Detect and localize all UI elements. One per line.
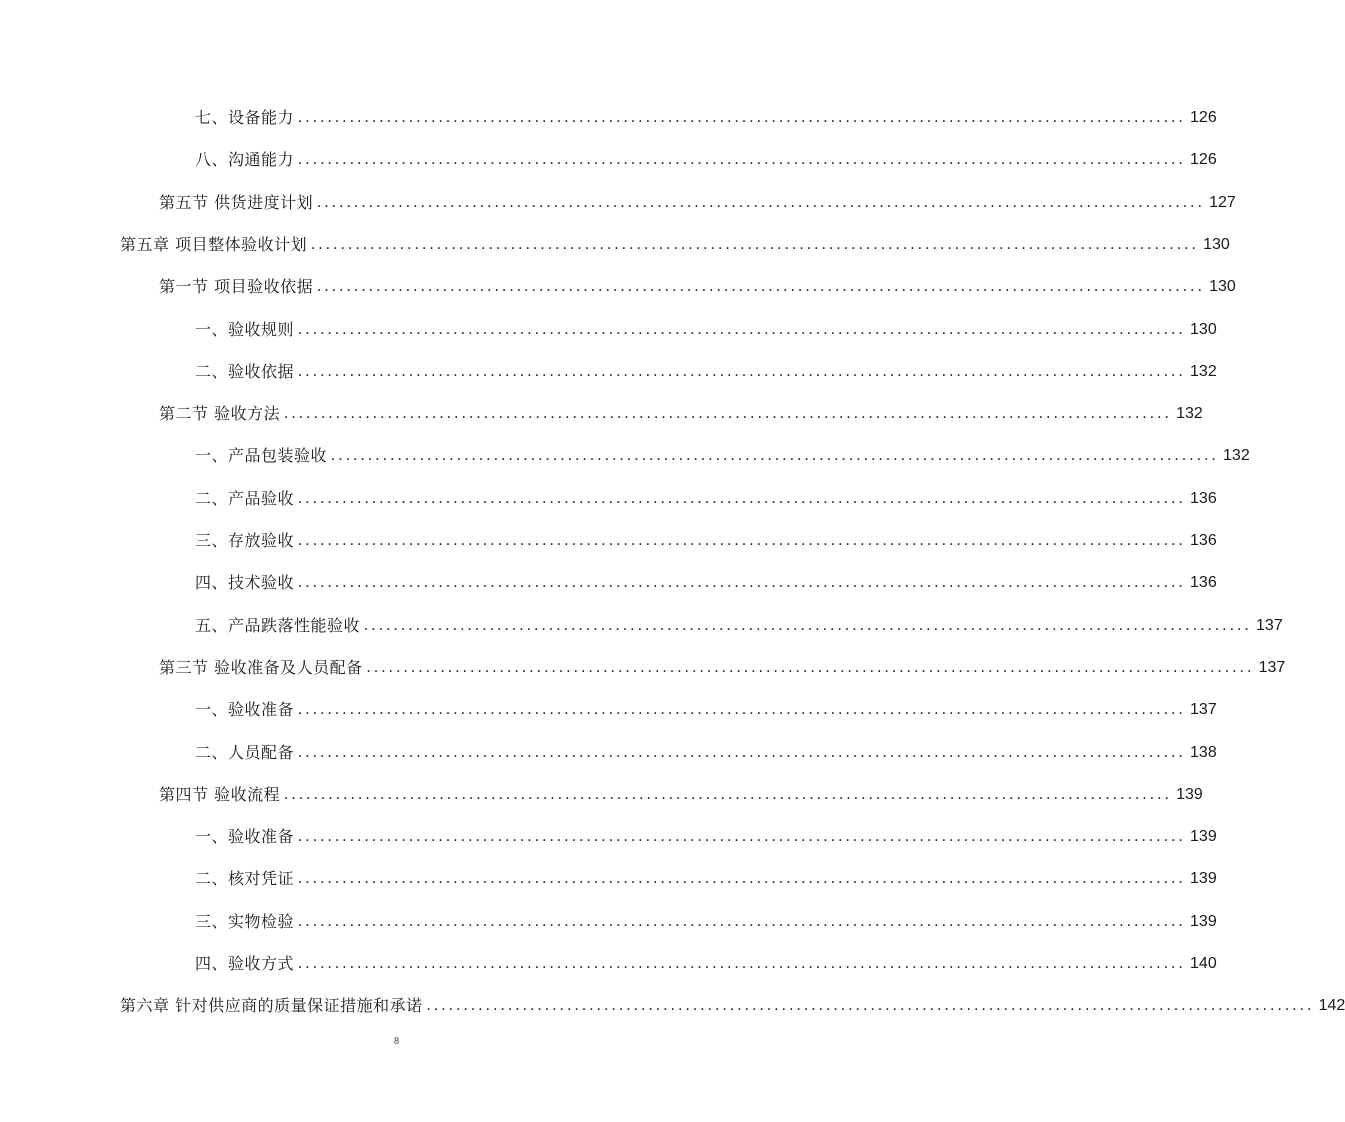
toc-entry[interactable]	[159, 647, 1286, 689]
toc-entry-page: 136	[1190, 489, 1217, 507]
toc-entry-title: 第六章 针对供应商的质量保证措施和承诺	[120, 996, 423, 1016]
toc-entry-title: 一、验收准备	[195, 827, 295, 847]
toc-entry-title: 一、产品包装验收	[195, 446, 328, 466]
toc-entry-page: 138	[1190, 743, 1217, 761]
toc-leader-dots: ........................................................................................................................	[298, 489, 1187, 507]
toc-entry-title: 一、验收准备	[195, 700, 295, 720]
toc-entry-page: 140	[1190, 955, 1217, 972]
toc-leader-dots: ........................................................................................................................	[298, 574, 1187, 592]
toc-leader-dots: ........................................................................................................................	[317, 193, 1206, 211]
toc-entry[interactable]	[195, 435, 1250, 477]
toc-entry[interactable]	[195, 943, 1217, 985]
toc-entry[interactable]	[195, 309, 1217, 351]
toc-entry[interactable]	[195, 901, 1217, 943]
toc-entry-title: 四、验收方式	[195, 954, 295, 973]
toc-entry[interactable]	[159, 266, 1236, 308]
toc-leader-dots: ........................................................................................................................	[298, 912, 1187, 930]
toc-entry-title: 二、验收依据	[195, 361, 295, 381]
toc-entry[interactable]	[195, 351, 1217, 393]
toc-leader-dots: ........................................................................................................................	[298, 320, 1187, 338]
toc-entry-page: 126	[1190, 109, 1217, 126]
toc-entry-title: 第一节 项目验收依据	[159, 277, 314, 297]
toc-entry[interactable]	[195, 139, 1217, 181]
toc-leader-dots: ........................................................................................................................	[298, 870, 1187, 888]
toc-entry-page: 139	[1190, 828, 1217, 846]
toc-leader-dots: ........................................................................................................................	[284, 785, 1173, 803]
toc-entry[interactable]	[195, 732, 1217, 774]
toc-entry-title: 第五章 项目整体验收计划	[120, 234, 308, 254]
toc-entry[interactable]	[120, 224, 1230, 266]
toc-entry-page: 142	[1318, 997, 1345, 1015]
toc-leader-dots: ........................................................................................................................	[331, 447, 1220, 465]
toc-entry[interactable]	[159, 182, 1236, 224]
toc-entry-page: 139	[1190, 912, 1217, 930]
toc-entry-page: 136	[1190, 574, 1217, 592]
toc-entry-title: 第四节 验收流程	[159, 784, 281, 804]
toc-entry-title: 四、技术验收	[195, 573, 295, 593]
toc-entry[interactable]	[195, 520, 1217, 562]
toc-entry-page: 132	[1223, 447, 1250, 465]
toc-entry-title: 三、实物检验	[195, 911, 295, 931]
toc-leader-dots: ........................................................................................................................	[311, 235, 1200, 253]
toc-entry[interactable]	[159, 774, 1203, 816]
toc-entry[interactable]	[195, 97, 1217, 139]
toc-leader-dots: ........................................................................................................................	[317, 278, 1206, 296]
toc-entry[interactable]	[195, 816, 1217, 858]
toc-leader-dots: ........................................................................................................................	[298, 362, 1187, 380]
toc-entry[interactable]	[120, 985, 1345, 1027]
toc-entry-title: 七、设备能力	[195, 108, 295, 127]
toc-entry-title: 二、核对凭证	[195, 869, 295, 889]
toc-leader-dots: ........................................................................................................................	[298, 828, 1187, 846]
toc-entry[interactable]	[159, 393, 1203, 435]
toc-leader-dots: ........................................................................................................................	[366, 658, 1255, 676]
toc-entry-title: 第二节 验收方法	[159, 404, 281, 424]
toc-leader-dots: ........................................................................................................................	[298, 955, 1187, 972]
toc-entry[interactable]	[195, 605, 1283, 647]
toc-entry-title: 一、验收规则	[195, 319, 295, 339]
page-number: 8	[394, 1036, 399, 1047]
toc-entry-page: 137	[1190, 701, 1217, 719]
toc-entry[interactable]	[195, 689, 1217, 731]
toc-entry-title: 第三节 验收准备及人员配备	[159, 657, 363, 677]
toc-leader-dots: ........................................................................................................................	[426, 997, 1315, 1015]
toc-entry-page: 132	[1176, 405, 1203, 423]
toc-entry-title: 八、沟通能力	[195, 150, 295, 170]
toc-entry-title: 二、产品验收	[195, 488, 295, 508]
toc-entry-title: 五、产品跌落性能验收	[195, 615, 361, 635]
toc-entry-page: 137	[1256, 616, 1283, 634]
toc-entry-title: 第五节 供货进度计划	[159, 192, 314, 212]
toc-entry-page: 139	[1190, 870, 1217, 888]
toc-leader-dots: ........................................................................................................................	[364, 616, 1253, 634]
toc-entry-page: 130	[1203, 235, 1230, 253]
toc-entry-page: 139	[1176, 785, 1203, 803]
toc-entry-page: 137	[1258, 658, 1286, 676]
toc-entry-title: 三、存放验收	[195, 531, 295, 550]
toc-entry-page: 136	[1190, 532, 1217, 549]
toc-leader-dots: ........................................................................................................................	[284, 405, 1173, 423]
toc-entry-title: 二、人员配备	[195, 742, 295, 762]
toc-leader-dots: ........................................................................................................................	[298, 109, 1187, 126]
toc-leader-dots: ........................................................................................................................	[298, 532, 1187, 549]
toc-entry[interactable]	[195, 478, 1217, 520]
toc-entry-page: 126	[1190, 151, 1217, 169]
toc-leader-dots: ........................................................................................................................	[298, 151, 1187, 169]
toc-entry-page: 130	[1190, 320, 1217, 338]
toc-leader-dots: ........................................................................................................................	[298, 701, 1187, 719]
toc-entry-page: 127	[1209, 193, 1236, 211]
toc-entry[interactable]	[195, 562, 1217, 604]
toc-leader-dots: ........................................................................................................................	[298, 743, 1187, 761]
toc-entry-page: 130	[1209, 278, 1236, 296]
toc-entry[interactable]	[195, 858, 1217, 900]
toc-entry-page: 132	[1190, 362, 1217, 380]
